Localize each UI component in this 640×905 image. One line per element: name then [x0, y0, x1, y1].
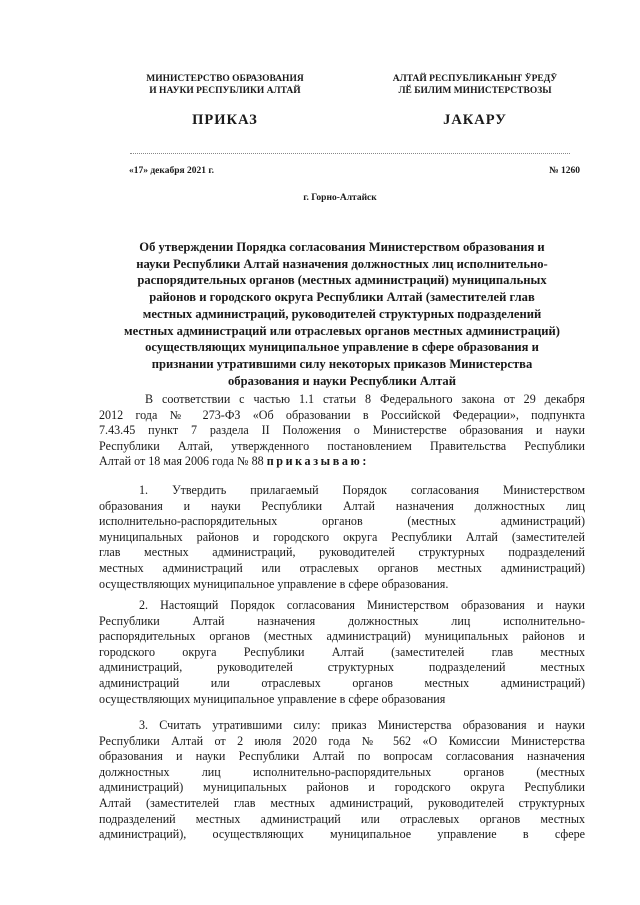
ministry-name-line: МИНИСТЕРСТВО ОБРАЗОВАНИЯ	[146, 74, 304, 84]
order-title-altai: JАКАРУ	[443, 112, 507, 128]
title-line: признании утратившими силу некоторых приказов Министерства	[151, 356, 533, 371]
clause-line: 3. Считать утратившими силу: приказ Министерства образования и науки	[139, 718, 585, 732]
clause-line: осуществляющих муниципальное управление в сфере образования	[99, 691, 446, 706]
title-line: осуществляющих муниципальное управление в сфере образования и	[145, 340, 539, 355]
order-city: г. Горно-Алтайск	[303, 193, 377, 203]
clause-line: распорядительных органов (местных администраций) муниципальных районов и	[99, 629, 585, 644]
order-number: № 1260	[549, 166, 580, 176]
title-line: науки Республики Алтай назначения должностных лиц исполнительно-	[136, 256, 548, 271]
clause-line: администраций или отраслевых органов местных администраций)	[99, 675, 585, 690]
clause-line: Республики Алтай назначения должностных лиц исполнительно-	[99, 613, 585, 628]
preamble-line: 2012 года № 273-ФЗ «Об образовании в Российской Федерации», подпункта	[99, 407, 585, 422]
clause-line: должностных лиц исполнительно-распорядительных органов (местных	[99, 764, 585, 779]
order-title-russian: ПРИКАЗ	[192, 112, 258, 128]
document-title	[94, 239, 590, 389]
clause-line: 2. Настоящий Порядок согласования Министерством образования и науки	[139, 598, 585, 612]
ministry-name-altai	[360, 73, 590, 97]
ministry-name-russian	[110, 73, 340, 97]
preamble-line-text: Алтай от 18 мая 2006 года № 88	[99, 454, 267, 469]
clause-line: местных администраций или отраслевых органов местных администраций)	[99, 560, 585, 575]
clause-line: администраций) муниципальных районов и городского округа Республики	[99, 780, 585, 795]
title-line: местных администраций или отраслевых органов местных администраций)	[124, 323, 560, 338]
preamble-line: 7.43.45 пункт 7 раздела II Положения о Министерстве образования и науки	[99, 423, 585, 438]
clause-line: администраций), осуществляющих муниципальное управление в сфере	[99, 827, 585, 842]
clause-line: муниципальных районов и городского округа Республики Алтай (заместителей	[99, 529, 585, 544]
title-line: Об утверждении Порядка согласования Министерством образования и	[139, 240, 545, 254]
title-line: образования и науки Республики Алтай	[228, 373, 456, 388]
clause-line: городского округа Республики Алтай (заместителей глав местных	[99, 644, 585, 659]
clause-line: Республики Алтай от 2 июля 2020 года № 562 «О Комиссии Министерства	[99, 733, 585, 748]
preamble-line: В соответствии с частью 1.1 статьи 8 Федерального закона от 29 декабря	[145, 392, 585, 406]
clause-line: осуществляющих муниципальное управление в сфере образования.	[99, 576, 449, 591]
clause-3	[99, 718, 585, 843]
preamble-line: Республики Алтай, утвержденного постановлением Правительства Республики	[99, 438, 585, 453]
clause-line: подразделений местных администраций или отраслевых органов местных	[99, 811, 585, 826]
title-line: районов и городского округа Республики Алтай (заместителей глав	[149, 290, 535, 305]
ministry-name-line: И НАУКИ РЕСПУБЛИКИ АЛТАЙ	[149, 86, 301, 96]
clause-line: образования и науки Республики Алтай по вопросам согласования назначения	[99, 749, 585, 764]
header-divider	[130, 153, 570, 154]
title-line: местных администраций, руководителей структурных подразделений	[142, 306, 542, 321]
ministry-name-line: АЛТАЙ РЕСПУБЛИКАНЫҤ ӰРЕДӰ	[392, 74, 558, 84]
preamble-line	[99, 454, 585, 470]
preamble-paragraph	[99, 392, 585, 470]
clause-line: Алтай (заместителей глав местных администраций, руководителей структурных	[99, 795, 585, 810]
clause-1	[99, 483, 585, 592]
ministry-name-line: ЛӖ БИЛИМ МИНИСТЕРСТВОЗЫ	[398, 86, 552, 96]
clause-line: администраций, руководителей структурных подразделений местных	[99, 660, 585, 675]
title-line: распорядительных органов (местных администраций) муниципальных	[137, 273, 547, 288]
clause-line: 1. Утвердить прилагаемый Порядок согласования Министерством	[139, 483, 585, 497]
order-date: «17» декабря 2021 г.	[129, 166, 215, 176]
clause-line: исполнительно-распорядительных органов (местных администраций)	[99, 514, 585, 529]
clause-line: глав местных администраций, руководителей структурных подразделений	[99, 545, 585, 560]
clause-2	[99, 598, 585, 707]
order-word: приказываю:	[266, 454, 369, 469]
clause-line: образования и науки Республики Алтай назначения должностных лиц	[99, 498, 585, 513]
